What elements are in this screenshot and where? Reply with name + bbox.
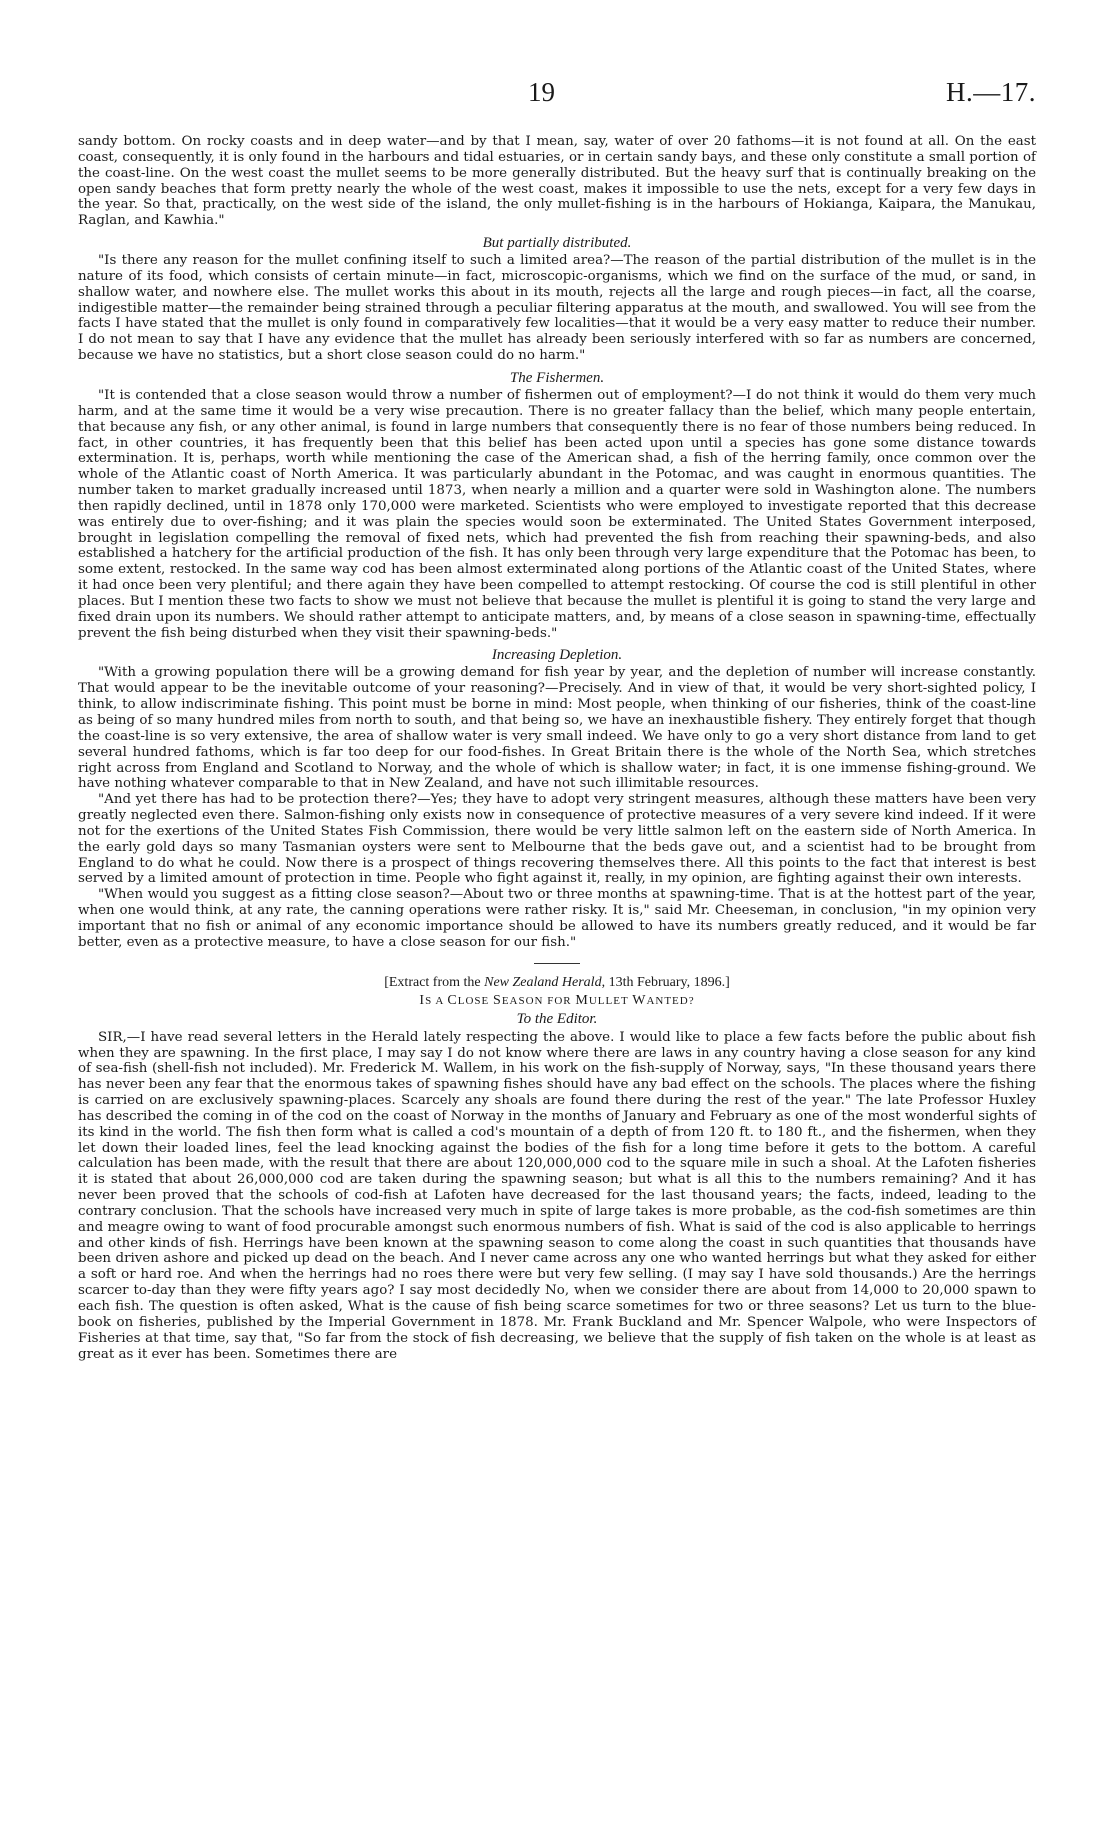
paragraph-6: "When would you suggest as a fitting close season?—About two or three months at spawning-time. That is at the hottest part of the year, when one would think, at any rate, the canning operations were rather risky. It is," said Mr. Cheeseman, in conclusion, "in my opinion very important that no fish or animal of any economic importance should be allowed to have its numbers greatly reduced, and it would be far better, even as a protective measure, to have a close season for our fish." <box>78 887 1036 950</box>
paragraph-2: "Is there any reason for the mullet confining itself to such a limited area?—The reason of the partial distribution of the mullet is in the nature of its food, which consists of certain minute—in fact, microscopic-organisms, which we find on the surface of the mud, or sand, in shallow water, and nowhere else. The mullet works this about in its mouth, rejects all the large and rough pieces—in fact, all the coarse, indigestible matter—the remainder being strained through a peculiar filtering apparatus at the mouth, and swallowed. You will see from the facts I have stated that the mullet is only found in comparatively few localities—that it would be a very easy matter to reduce their number. I do not mean to say that I have any evidence that the mullet has already been seriously interfered with so far as numbers are concerned, because we have no statistics, but a short close season could do no harm." <box>78 253 1036 364</box>
section-divider <box>534 963 580 964</box>
title-part: I <box>419 992 426 1008</box>
title-part: LOSE <box>457 994 494 1007</box>
paragraph-letter: SIR,—I have read several letters in the Herald lately respecting the above. I would like to place a few facts before the public about fish when they are spawning. In the first place, I may say I do not know where there are laws in any country having a close season for any kind of sea-fish (shell-fish not included). Mr. Frederick M. Wallem, in his work on the fish-supply of Norway, says, "In these thousand years there has never been any fear that the enormous takes of spawning fishes should have any bad effect on the schools. The places where the fishing is carried on are exclusively spawning-places. Scarcely any shoals are found there during the rest of the year." The late Professor Huxley has described the coming in of the cod on the coast of Norway in the months of January and February as one of the most wonderful sights of its kind in the world. The fish then form what is called a cod's mountain of a depth of from 120 ft. to 180 ft., and the fishermen, when they let down their loaded lines, feel the lead knocking against the bodies of the fish for a long time before it gets to the bottom. A careful calculation has been made, with the result that there are about 120,000,000 cod to the square mile in such a shoal. At the Lafoten fisheries it is stated that about 26,000,000 cod are taken during the spawning season; but what is all this to the numbers remaining? And it has never been proved that the schools of cod-fish at Lafoten have decreased for the last thousand years; the facts, indeed, leading to the contrary conclusion. That the schools have increased very much in spite of large takes is more probable, as the cod-fish sometimes are thin and meagre owing to want of food procurable amongst such enormous numbers of fish. What is said of the cod is also applicable to herrings and other kinds of fish. Herrings have been known at the spawning season to come along the coast in such quantities that thousands have been driven ashore and picked up dead on the beach. And I never came across any one who wanted herrings but what they asked for either a soft or hard roe. And when the herrings had no roes there were but very few selling. (I may say I have sold thousands.) Are the herrings scarcer to-day than they were fifty years ago? I say most decidedly No, when we consider there are about from 14,000 to 20,000 spawn to each fish. The question is often asked, What is the cause of fish being scarce sometimes for two or three seasons? Let us turn to the blue-book on fisheries, published by the Imperial Government in 1878. Mr. Frank Buckland and Mr. Spencer Walpole, who were Inspectors of Fisheries at that time, say that, "So far from the stock of fish decreasing, we believe that the supply of fish taken on the whole is at least as great as it ever has been. Sometimes there are <box>78 1029 1036 1362</box>
to-the-editor: To the Editor. <box>516 1010 598 1027</box>
letter-title <box>78 992 1036 1010</box>
paragraph-4: "With a growing population there will be a growing demand for fish year by year, and the depletion of number will increase constantly. That would appear to be the inevitable outcome of your reasoning?—Precisely. And in view of that, it would be very short-sighted policy, I think, to allow indiscriminate fishing. This point must be borne in mind: Most people, when thinking of our fisheries, think of the coast-line as being of so many hundred miles from north to south, and that being so, we have an inexhaustible fishery. They entirely forget that though the coast-line is so very extensive, the area of shallow water is very small indeed. We have only to go a very short distance from land to get several hundred fathoms, which is far too deep for our food-fishes. In Great Britain there is the whole of the North Sea, which stretches right across from England and Scotland to Norway, and the whole of which is shallow water; in fact, it is one immense fishing-ground. We have nothing whatever comparable to that in New Zealand, and have not such illimitable resources. <box>78 665 1036 792</box>
title-part: S A <box>425 994 448 1007</box>
title-part: ULLET <box>588 994 633 1007</box>
article-body <box>78 134 1036 1362</box>
extract-source-line <box>78 974 1036 992</box>
paragraph-3: "It is contended that a close season would throw a number of fishermen out of employment?—I do not think it would do them very much harm, and at the same time it would be a very wise precaution. There is no greater fallacy than the belief, which many people entertain, that because any fish, or any other animal, is found in large numbers that consequently there is no fear of those numbers being reduced. In fact, in other countries, it has frequently been that this belief has been acted upon until a species has gone some distance towards extermination. It is, perhaps, worth while mentioning the case of the American shad, a fish of the herring family, once common over the whole of the Atlantic coast of North America. It was particularly abundant in the Potomac, and was caught in enormous quantities. The number taken to market gradually increased until 1873, when nearly a million and a quarter were sold in Washington alone. The numbers then rapidly declined, until in 1878 only 170,000 were marketed. Scientists who were employed to investigate reported that this decrease was entirely due to over-fishing; and it was plain the species would soon be exterminated. The United States Government interposed, brought in legislation compelling the removal of fixed nets, which had prevented the fish from reaching their spawning-beds, and also established a hatchery for the artificial production of the fish. It has only been through very large expenditure that the Potomac has been, to some extent, restocked. In the same way cod has been almost exterminated along portions of the Atlantic coast of the United States, where it had once been very plentiful; and there again they have been compelled to attempt restocking. Of course the cod is still plentiful in other places. But I mention these two facts to show we must not believe that because the mullet is plentiful it is going to stand the very large and fixed drain upon its numbers. We should rather attempt to anticipate matters, and, by means of a close season in spawning-time, effectually prevent the fish being disturbed when they visit their spawning-beds." <box>78 387 1036 641</box>
section-heading-fishermen: The Fishermen. <box>509 369 605 386</box>
extract-open: [Extract from the <box>384 974 481 990</box>
paragraph-5: "And yet there has had to be protection there?—Yes; they have to adopt very stringent measures, although these matters have been very greatly neglected even there. Salmon-fishing only exists now in consequence of protective measures of a very severe kind indeed. If it were not for the exertions of the United States Fish Commission, there would be very little salmon left on the eastern side of North America. In the early gold days so many Tasmanian oysters were sent to Melbourne that the beds gave out, and a scientist had to be brought from England to do what he could. Now there is a prospect of things recovering themselves there. All this points to the fact that interest is best served by a limited amount of protection in time. People who fight against it, really, in my opinion, are fighting against their own interests. <box>78 792 1036 887</box>
title-part: M <box>575 992 589 1008</box>
section-heading-depletion: Increasing Depletion. <box>491 647 623 664</box>
newspaper-name: New Zealand Herald <box>484 974 602 990</box>
title-part: W <box>632 992 647 1008</box>
page-number: 19 <box>528 77 555 107</box>
extract-date: , 13th February, 1896.] <box>601 974 730 990</box>
section-heading-partial: But partially distributed. <box>482 235 632 252</box>
paragraph-1: sandy bottom. On rocky coasts and in deep water—and by that I mean, say, water of over 20 fathoms—it is not found at all. On the east coast, consequently, it is only found in the harbours and tidal estuaries, or in certain sandy bays, and these only constitute a small portion of the coast-line. On the west coast the mullet seems to be more generally distributed. But the heavy surf that is continually breaking on the open sandy beaches that form pretty nearly the whole of the west coast, makes it impossible to use the nets, except for a very few days in the year. So that, practically, on the west side of the island, the only mullet-fishing is in the harbours of Hokianga, Kaipara, the Manukau, Raglan, and Kawhia." <box>78 134 1036 229</box>
title-part: C <box>447 992 458 1008</box>
title-part: ANTED? <box>646 994 695 1007</box>
title-part: EASON FOR <box>501 994 576 1007</box>
document-code: H.—17. <box>946 77 1036 107</box>
title-part: S <box>493 992 502 1008</box>
